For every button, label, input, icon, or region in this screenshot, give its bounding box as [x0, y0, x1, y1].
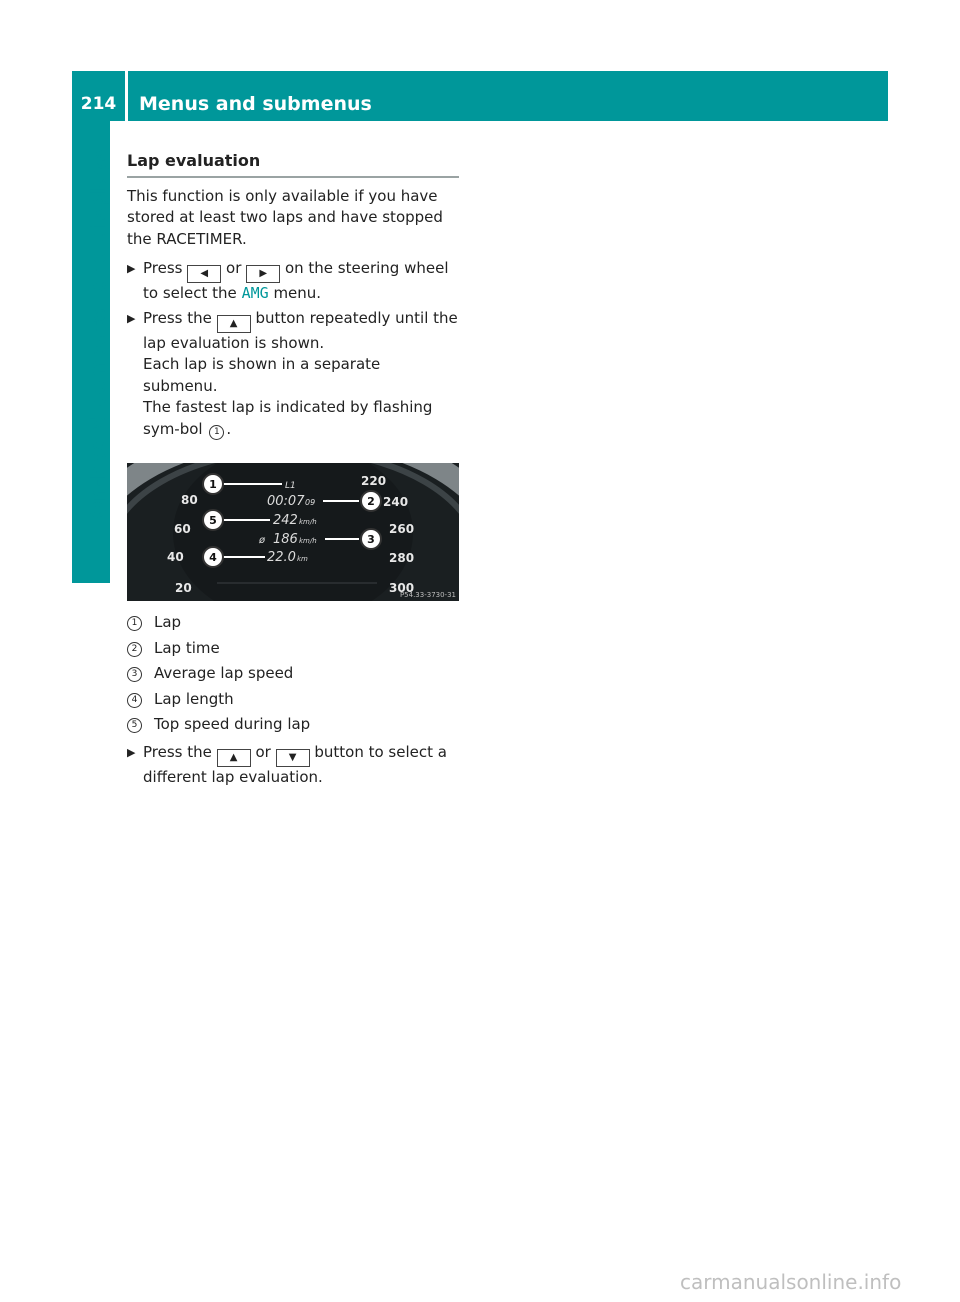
callout-1-icon: 1: [209, 425, 224, 440]
lap-evaluation-figure: [127, 463, 459, 601]
speed-label: 40: [167, 550, 184, 564]
side-tab-label: On-board computer and displays: [86, 150, 110, 519]
up-key-icon: ▲: [217, 315, 251, 333]
svg-text:09: 09: [305, 498, 316, 507]
speed-label: 80: [181, 493, 198, 507]
svg-text:ø: ø: [259, 535, 266, 546]
speed-label: 280: [389, 551, 415, 565]
legend-item: 2 Lap time: [127, 638, 459, 660]
lap-length-readout: 22.0: [267, 550, 296, 565]
right-key-icon: ▶: [246, 265, 280, 283]
top-speed-readout: 242: [273, 513, 298, 528]
speed-label: 260: [389, 522, 415, 536]
up-key-icon: ▲: [217, 749, 251, 767]
watermark: carmanualsonline.info: [680, 1270, 902, 1294]
legend-item: 3 Average lap speed: [127, 663, 459, 685]
legend: [127, 612, 459, 736]
speed-label: 300: [389, 581, 415, 595]
page-number: 214: [80, 94, 117, 114]
instrument-cluster-image: [127, 463, 459, 601]
legend-item: 4 Lap length: [127, 689, 459, 711]
speed-label: 60: [174, 522, 191, 536]
callout-1: 1: [209, 478, 217, 491]
callout-4: 4: [209, 551, 217, 564]
speed-label: 20: [175, 581, 192, 595]
down-key-icon: ▼: [276, 749, 310, 767]
step-arrow-icon: ▶: [127, 745, 136, 759]
section-heading: Lap evaluation: [127, 150, 459, 178]
step-arrow-icon: ▶: [127, 311, 136, 325]
step-2: ▶ Press the ▲ button repeatedly until the lap evaluation is shown. Each lap is shown in a separate submenu. The fastest lap is indicated by flashing sym-bol 1 .: [127, 308, 459, 441]
speed-label: 220: [361, 474, 387, 488]
svg-text:km/h: km/h: [299, 518, 317, 526]
intro-text: This function is only available if you have stored at least two laps and have stopped the RACETIMER.: [127, 186, 443, 248]
callout-3: 3: [367, 533, 375, 546]
content: [127, 150, 459, 791]
callout-5: 5: [209, 514, 217, 527]
legend-item: 1 Lap: [127, 612, 459, 634]
step-3: ▶ Press the ▲ or ▼ button to select a different lap evaluation.: [127, 742, 459, 789]
speed-label: 240: [383, 495, 409, 509]
left-key-icon: ◀: [187, 265, 221, 283]
avg-speed-readout: 186: [273, 532, 298, 547]
step-arrow-icon: ▶: [127, 262, 136, 275]
page-title: Menus and submenus: [139, 93, 372, 115]
legend-item: 5 Top speed during lap: [127, 714, 459, 736]
callout-2: 2: [367, 495, 375, 508]
image-id: P54.33-3730-31: [399, 591, 456, 599]
lap-time-readout: 00:07: [267, 494, 305, 509]
step-1: ▶ Press ◀ or ▶ on the steering wheel to select the AMG menu.: [127, 258, 459, 305]
lap-readout: L1: [285, 481, 296, 491]
svg-text:km/h: km/h: [299, 537, 317, 545]
header-divider: [125, 71, 128, 121]
amg-menu-label: AMG: [241, 284, 269, 302]
svg-text:km: km: [297, 555, 308, 563]
